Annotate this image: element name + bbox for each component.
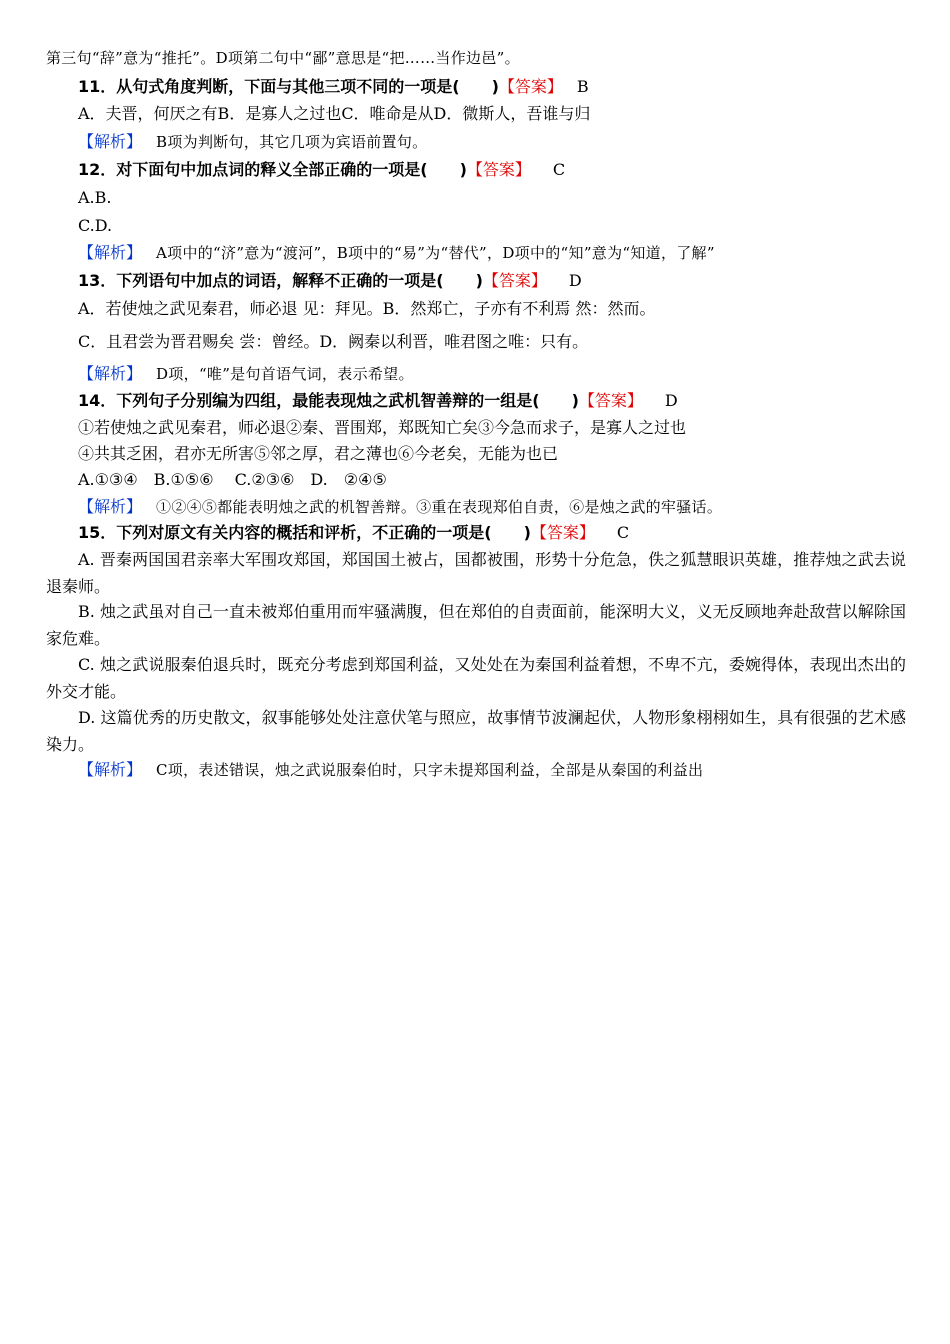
question-12-analysis: A项中的“济”意为“渡河”，B项中的“易”为“替代”，D项中的“知”意为“知道，了解” <box>156 244 715 262</box>
question-12-stem-line <box>78 159 565 181</box>
question-15-analysis-line <box>78 759 703 781</box>
answer-tag: 【答案】 <box>530 523 595 542</box>
analysis-tag: 【解析】 <box>78 760 143 779</box>
question-14-stem-line <box>78 390 678 412</box>
question-11-analysis: B项为判断句，其它几项为宾语前置句。 <box>156 133 428 151</box>
question-14-items-2: ④共其乏困，君亦无所害⑤邻之厚，君之薄也⑥今老矣，无能为也已 <box>78 444 559 463</box>
question-13-stem: 13．下列语句中加点的词语，解释不正确的一项是( ) <box>78 271 483 290</box>
question-15-stem-line <box>78 522 629 544</box>
question-14-answer: D <box>664 391 678 410</box>
question-12-analysis-line <box>78 242 715 264</box>
question-13-analysis-line <box>78 363 414 385</box>
question-12-answer: C <box>552 160 566 179</box>
question-15-option-b: B. 烛之武虽对自己一直未被郑伯重用而牢骚满腹，但在郑伯的自责面前，能深明大义，义无反顾地奔赴敌营以解除国家危难。 <box>46 602 906 648</box>
question-11-stem-line <box>78 76 589 98</box>
question-14-options: A.①③④ B.①⑤⑥ C.②③⑥ D. ②④⑤ <box>78 470 387 489</box>
analysis-tag: 【解析】 <box>78 364 143 383</box>
question-15-analysis: C项，表述错误，烛之武说服秦伯时，只字未提郑国利益，全部是从秦国的利益出 <box>156 761 704 779</box>
question-13-answer: D <box>568 271 582 290</box>
answer-tag: 【答案】 <box>578 391 643 410</box>
question-15-option-a: A. 晋秦两国国君亲率大军围攻郑国，郑国国土被占，国都被围，形势十分危急，佚之狐慧眼识英雄，推荐烛之武去说退秦师。 <box>46 550 906 596</box>
question-12-options-cd: C.D. <box>78 216 113 235</box>
question-14-analysis: ①②④⑤都能表明烛之武的机智善辩。③重在表现郑伯自责，⑥是烛之武的牢骚话。 <box>156 498 723 516</box>
question-13-options-cd: C．且君尝为晋君赐矣 尝：曾经。D．阙秦以利晋，唯君图之唯：只有。 <box>78 332 589 351</box>
question-13-stem-line <box>78 270 582 292</box>
question-15-option-c: C. 烛之武说服秦伯退兵时，既充分考虑到郑国利益，又处处在为秦国利益着想，不卑不亢，委婉得体，表现出杰出的外交才能。 <box>46 655 906 701</box>
question-11-stem: 11．从句式角度判断，下面与其他三项不同的一项是( ) <box>78 77 499 96</box>
question-14-items-1: ①若使烛之武见秦君，师必退②秦、晋围郑，郑既知亡矣③今急而求子，是寡人之过也 <box>78 418 687 437</box>
analysis-tag: 【解析】 <box>78 497 143 516</box>
question-14-stem: 14．下列句子分别编为四组，最能表现烛之武机智善辩的一组是( ) <box>78 391 579 410</box>
question-11-answer: B <box>576 77 589 96</box>
question-11-options: A．夫晋，何厌之有B．是寡人之过也C．唯命是从D．微斯人，吾谁与归 <box>78 104 591 123</box>
question-15-option-d: D. 这篇优秀的历史散文，叙事能够处处注意伏笔与照应，故事情节波澜起伏，人物形象栩栩如生，具有很强的艺术感染力。 <box>46 708 906 754</box>
question-12-options-ab: A.B. <box>78 188 112 207</box>
question-11-analysis-line <box>78 131 427 153</box>
question-13-options-ab: A．若使烛之武见秦君，师必退 见：拜见。B．然郑亡，子亦有不利焉 然：然而。 <box>78 299 656 318</box>
question-12-stem: 12．对下面句中加点词的释义全部正确的一项是( ) <box>78 160 467 179</box>
question-13-analysis: D项，“唯”是句首语气词，表示希望。 <box>156 365 414 383</box>
answer-tag: 【答案】 <box>466 160 531 179</box>
analysis-tag: 【解析】 <box>78 243 143 262</box>
question-14-analysis-line <box>78 496 722 518</box>
intro-line: 第三句“辞”意为“推托”。D项第二句中“鄙”意思是“把……当作边邑”。 <box>46 49 520 67</box>
question-15-stem: 15．下列对原文有关内容的概括和评析，不正确的一项是( ) <box>78 523 531 542</box>
answer-tag: 【答案】 <box>498 77 563 96</box>
answer-tag: 【答案】 <box>482 271 547 290</box>
question-15-answer: C <box>616 523 630 542</box>
analysis-tag: 【解析】 <box>78 132 143 151</box>
